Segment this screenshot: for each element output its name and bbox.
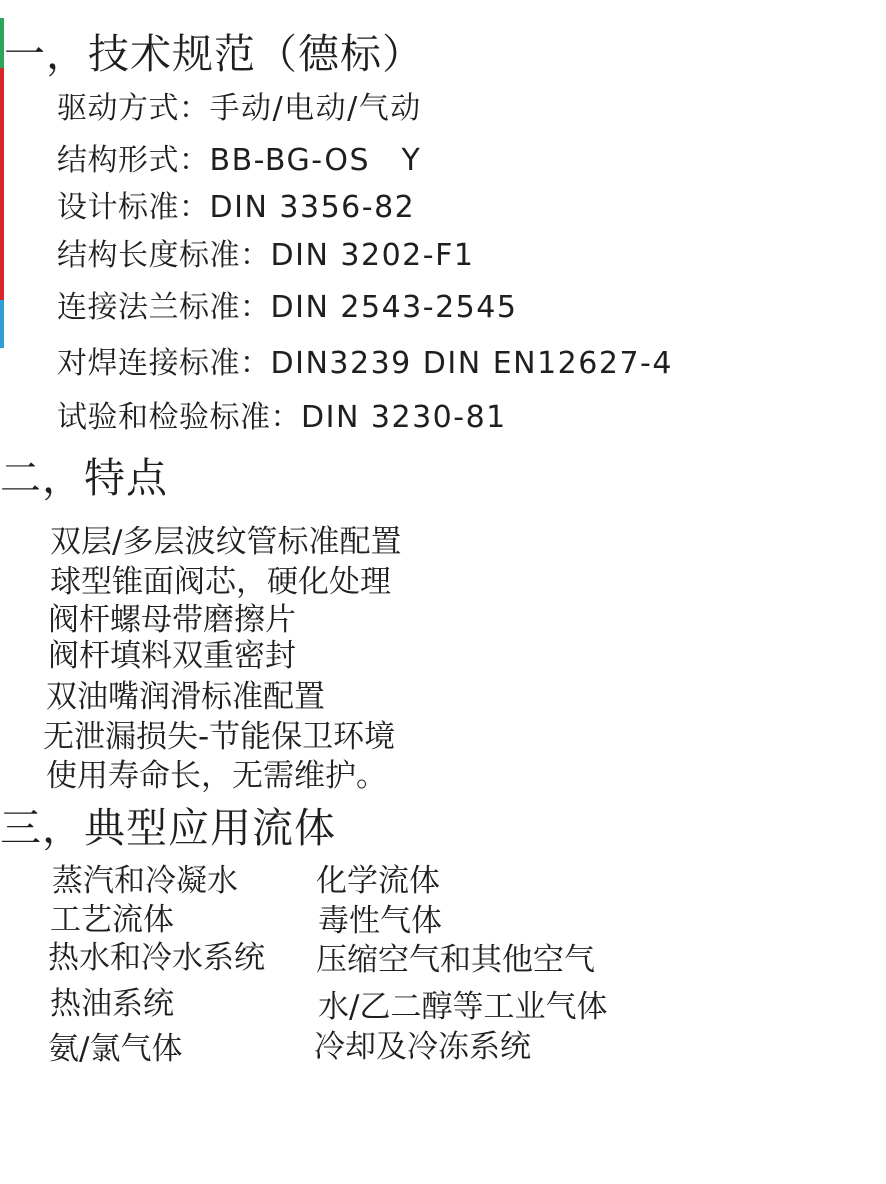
application-item: 压缩空气和其他空气 xyxy=(316,942,595,978)
section-heading-tech: 一，技术规范（德标） xyxy=(4,30,424,78)
spec-row-length xyxy=(57,238,475,273)
spec-label: 试验和检验标准： xyxy=(57,400,301,435)
spec-label: 结构长度标准： xyxy=(57,238,271,273)
spec-value: DIN 3230-81 xyxy=(301,400,507,435)
spec-value: BB-BG-OS Y xyxy=(209,143,422,178)
spec-row-testing xyxy=(57,400,507,435)
application-item: 热油系统 xyxy=(50,986,174,1022)
feature-item: 阀杆螺母带磨擦片 xyxy=(48,602,296,638)
spec-label: 对焊连接标准： xyxy=(57,346,271,381)
accent-bar-red xyxy=(0,68,4,300)
application-item: 水/乙二醇等工业气体 xyxy=(318,989,608,1025)
spec-value: DIN 3356-82 xyxy=(209,190,416,225)
feature-item: 双油嘴润滑标准配置 xyxy=(46,679,325,715)
application-item: 冷却及冷冻系统 xyxy=(314,1029,531,1065)
section-heading-features: 二，特点 xyxy=(0,454,168,502)
feature-item: 阀杆填料双重密封 xyxy=(48,638,296,674)
application-item: 蒸汽和冷凝水 xyxy=(52,863,238,899)
spec-row-welding xyxy=(57,346,673,381)
spec-value: DIN3239 DIN EN12627-4 xyxy=(270,346,673,381)
section-heading-applications: 三，典型应用流体 xyxy=(0,804,336,852)
spec-value: DIN 3202-F1 xyxy=(270,238,475,273)
application-item: 化学流体 xyxy=(316,863,440,899)
spec-value: DIN 2543-2545 xyxy=(270,290,518,325)
feature-item: 无泄漏损失-节能保卫环境 xyxy=(43,719,396,755)
application-item: 工艺流体 xyxy=(50,902,174,938)
feature-item: 球型锥面阀芯，硬化处理 xyxy=(50,564,391,600)
accent-bar-blue xyxy=(0,300,4,348)
application-item: 毒性气体 xyxy=(318,903,442,939)
spec-row-structure xyxy=(57,143,422,178)
feature-item: 使用寿命长，无需维护。 xyxy=(46,758,387,794)
application-item: 氨/氯气体 xyxy=(48,1031,183,1067)
spec-value: 手动/电动/气动 xyxy=(209,91,422,126)
feature-item: 双层/多层波纹管标准配置 xyxy=(50,524,402,560)
spec-label: 结构形式： xyxy=(57,143,210,178)
spec-row-design xyxy=(57,190,416,225)
application-item: 热水和冷水系统 xyxy=(48,940,265,976)
spec-row-flange xyxy=(57,290,518,325)
spec-label: 设计标准： xyxy=(57,190,210,225)
spec-row-drive xyxy=(57,91,422,126)
spec-label: 连接法兰标准： xyxy=(57,290,271,325)
spec-label: 驱动方式： xyxy=(57,91,210,126)
